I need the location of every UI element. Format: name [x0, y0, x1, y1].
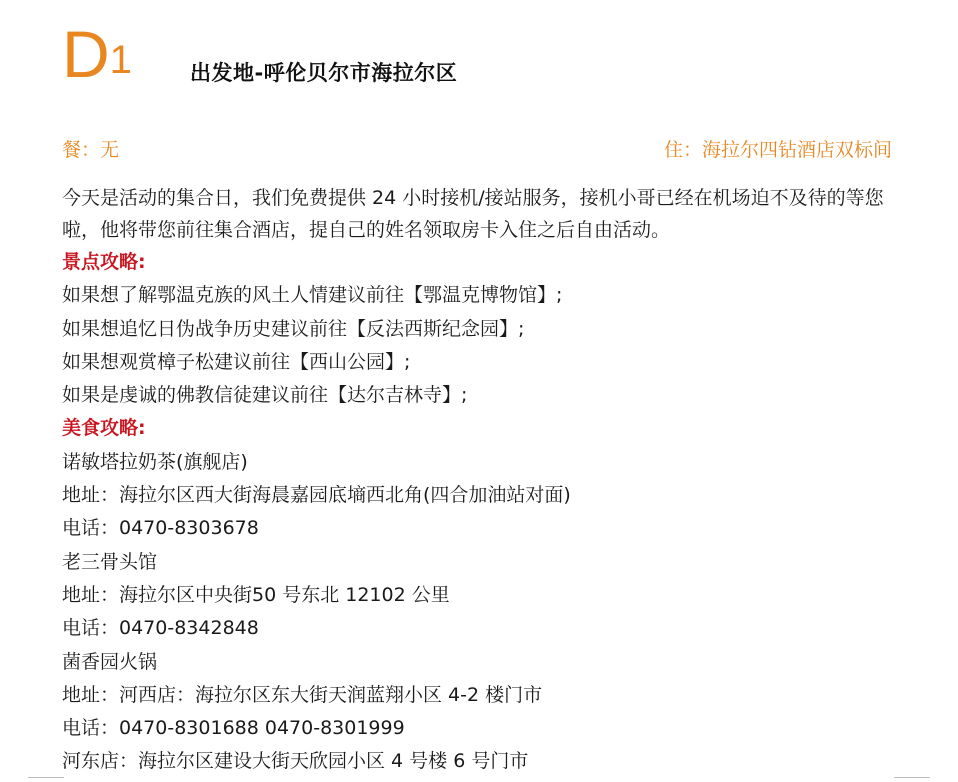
- restaurant-address: 地址：河西店：海拉尔区东大街天润蓝翔小区 4-2 楼门市: [62, 683, 543, 706]
- stay-info: 住：海拉尔四钻酒店双标间: [663, 139, 892, 161]
- page-edge-mark: [894, 777, 930, 782]
- day-letter: D: [62, 17, 108, 91]
- restaurant-phone: 电话：0470-8303678: [62, 517, 259, 540]
- departure-title: 出发地-呼伦贝尔市海拉尔区: [190, 61, 458, 85]
- restaurant-address: 河东店：海拉尔区建设大街天欣园小区 4 号楼 6 号门市: [62, 750, 529, 773]
- attraction-item: 如果是虔诚的佛教信徒建议前往【达尔吉林寺】;: [62, 384, 468, 407]
- restaurant-name: 老三骨头馆: [62, 550, 158, 573]
- day-number: 1: [109, 38, 132, 82]
- restaurant-name: 诺敏塔拉奶茶(旗舰店): [62, 450, 248, 473]
- attractions-heading: 景点攻略:: [62, 251, 146, 273]
- restaurant-name: 菌香园火锅: [62, 650, 158, 673]
- intro-paragraph: 今天是活动的集合日，我们免费提供 24 小时接机/接站服务，接机小哥已经在机场迫不及待的等您啦，他将带您前往集合酒店，提自己的姓名领取房卡入住之后自由活动。: [62, 187, 884, 241]
- attraction-item: 如果想观赏樟子松建议前往【西山公园】;: [62, 350, 411, 373]
- restaurant-address: 地址：海拉尔区中央街50 号东北 12102 公里: [62, 583, 450, 606]
- attraction-item: 如果想了解鄂温克族的风土人情建议前往【鄂温克博物馆】;: [62, 284, 563, 307]
- food-heading: 美食攻略:: [62, 417, 146, 440]
- page-edge-mark: [28, 777, 64, 782]
- attraction-item: 如果想追忆日伪战争历史建议前往【反法西斯纪念园】;: [62, 317, 525, 340]
- meal-info: 餐：无: [62, 139, 120, 161]
- day-content: [62, 182, 902, 779]
- day-badge: [62, 18, 132, 90]
- restaurant-phone: 电话：0470-8301688 0470-8301999: [62, 717, 405, 740]
- restaurant-address: 地址：海拉尔区西大街海晨嘉园底墒西北角(四合加油站对面): [62, 484, 571, 507]
- restaurant-phone: 电话：0470-8342848: [62, 617, 259, 640]
